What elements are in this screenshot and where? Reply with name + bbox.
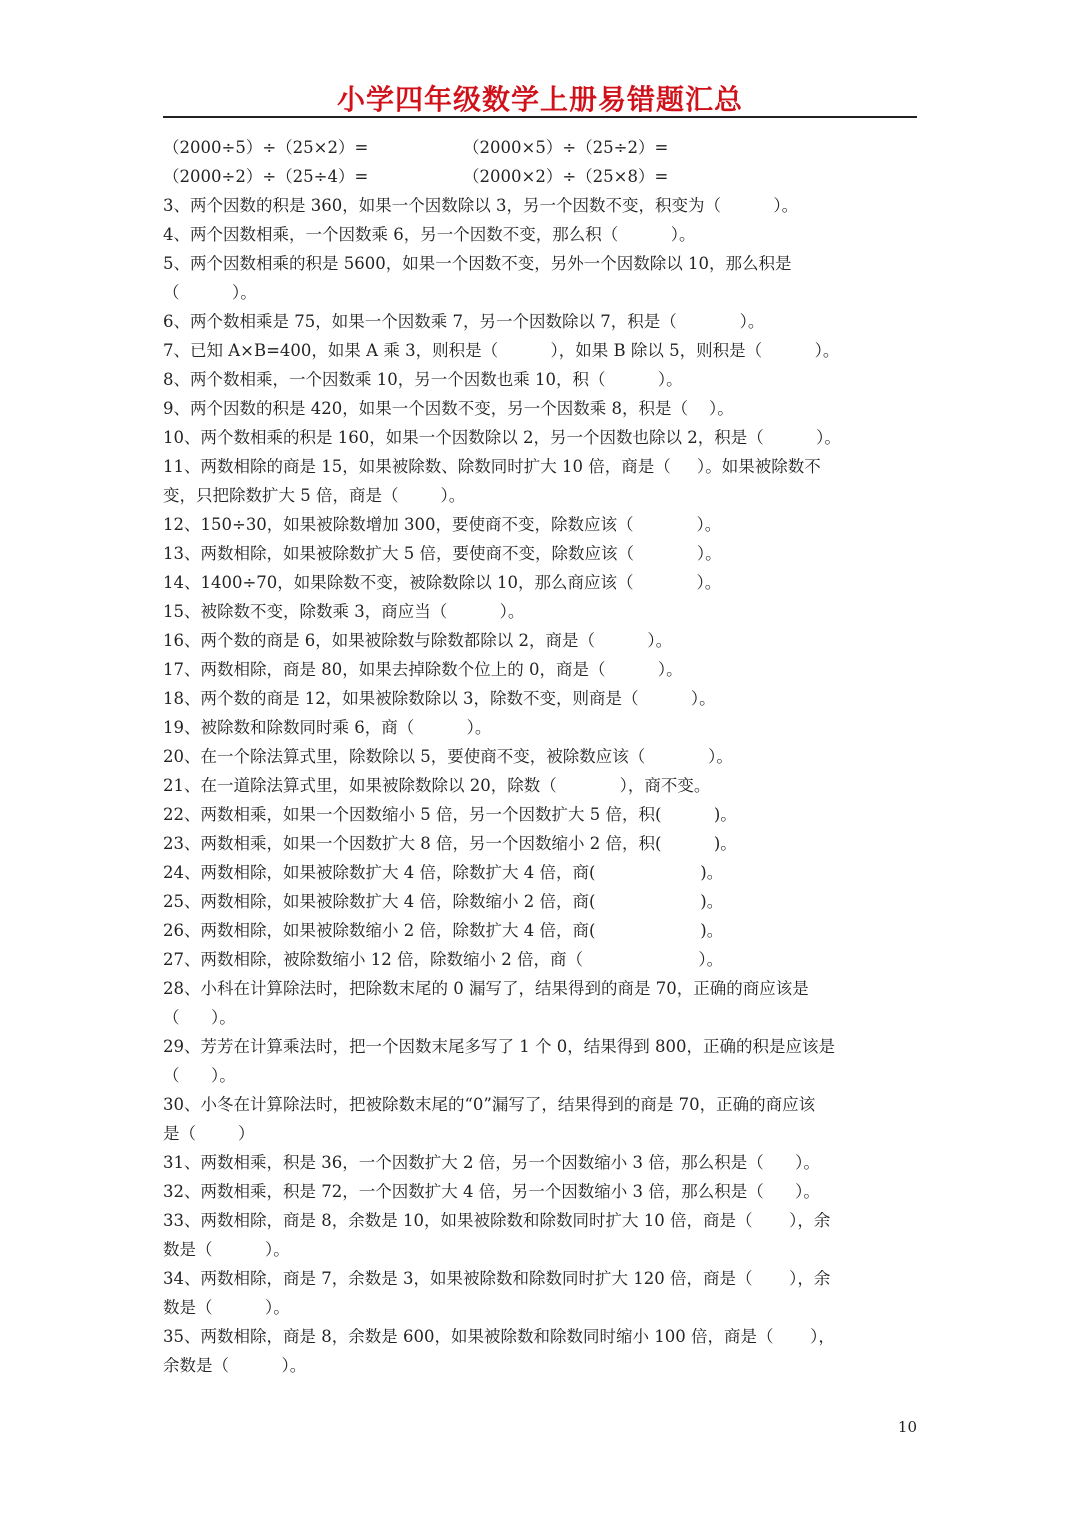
question-line: 24、两数相除，如果被除数扩大 4 倍，除数扩大 4 倍，商( )。 <box>163 863 724 882</box>
title-underline <box>163 116 917 118</box>
calc-expression: （2000×2）÷（25×8）= <box>463 167 669 186</box>
question-line: 34、两数相除，商是 7，余数是 3，如果被除数和除数同时扩大 120 倍，商是（ ），余 <box>163 1269 831 1288</box>
question-line: 3、两个因数的积是 360，如果一个因数除以 3，另一个因数不变，积变为（ ）。 <box>163 196 799 215</box>
question-line: 29、芳芳在计算乘法时，把一个因数末尾多写了 1 个 0，结果得到 800，正确的积是应该是 <box>163 1037 835 1056</box>
calc-row <box>163 133 923 162</box>
question-line: 26、两数相除，如果被除数缩小 2 倍，除数扩大 4 倍，商( )。 <box>163 921 724 940</box>
question-line: 数是（ ）。 <box>163 1298 290 1317</box>
worksheet-content <box>163 133 923 1380</box>
question-line: 7、已知 A×B=400，如果 A 乘 3，则积是（ ），如果 B 除以 5，则积是（ ）。 <box>163 341 840 360</box>
question-line: 30、小冬在计算除法时，把被除数末尾的“0”漏写了，结果得到的商是 70，正确的商应该 <box>163 1095 816 1114</box>
question-line: 6、两个数相乘是 75，如果一个因数乘 7，另一个因数除以 7，积是（ ）。 <box>163 312 765 331</box>
question-line: 22、两数相乘，如果一个因数缩小 5 倍，另一个因数扩大 5 倍，积( )。 <box>163 805 737 824</box>
question-line: 余数是（ ）。 <box>163 1356 307 1375</box>
question-line: 35、两数相除，商是 8，余数是 600，如果被除数和除数同时缩小 100 倍，商是（ ）， <box>163 1327 835 1346</box>
question-line: 11、两数相除的商是 15，如果被除数、除数同时扩大 10 倍，商是（ ）。如果被除数不 <box>163 457 821 476</box>
question-line: 16、两个数的商是 6，如果被除数与除数都除以 2，商是（ ）。 <box>163 631 673 650</box>
question-line: （ ）。 <box>163 1066 236 1085</box>
question-line: 27、两数相除，被除数缩小 12 倍，除数缩小 2 倍，商（ ）。 <box>163 950 724 969</box>
question-line: 31、两数相乘，积是 36，一个因数扩大 2 倍，另一个因数缩小 3 倍，那么积是（ ）。 <box>163 1153 820 1172</box>
question-line: 18、两个数的商是 12，如果被除数除以 3，除数不变，则商是（ ）。 <box>163 689 716 708</box>
question-line: 20、在一个除法算式里，除数除以 5，要使商不变，被除数应该（ ）。 <box>163 747 733 766</box>
question-line: 13、两数相除，如果被除数扩大 5 倍，要使商不变，除数应该（ ）。 <box>163 544 722 563</box>
question-line: 12、150÷30，如果被除数增加 300，要使商不变，除数应该（ ）。 <box>163 515 722 534</box>
question-line: （ ）。 <box>163 283 257 302</box>
calc-row <box>163 162 923 191</box>
question-line: 8、两个数相乘，一个因数乘 10，另一个因数也乘 10，积（ ）。 <box>163 370 683 389</box>
question-line: 是（ ） <box>163 1124 255 1143</box>
calc-expression: （2000÷2）÷（25÷4）= <box>163 167 369 186</box>
page-title: 小学四年级数学上册易错题汇总 <box>336 83 743 116</box>
question-line: 5、两个因数相乘的积是 5600，如果一个因数不变，另外一个因数除以 10，那么积是 <box>163 254 792 273</box>
question-line: 14、1400÷70，如果除数不变，被除数除以 10，那么商应该（ ）。 <box>163 573 722 592</box>
question-line: 28、小科在计算除法时，把除数末尾的 0 漏写了，结果得到的商是 70，正确的商应该是 <box>163 979 809 998</box>
page-number: 10 <box>897 1418 917 1436</box>
calc-expression: （2000÷5）÷（25×2）= <box>163 138 369 157</box>
calc-expression: （2000×5）÷（25÷2）= <box>463 138 669 157</box>
question-line: 32、两数相乘，积是 72，一个因数扩大 4 倍，另一个因数缩小 3 倍，那么积是（ ）。 <box>163 1182 820 1201</box>
question-line: 15、被除数不变，除数乘 3，商应当（ ）。 <box>163 602 525 621</box>
question-line: （ ）。 <box>163 1008 236 1027</box>
question-line: 变，只把除数扩大 5 倍，商是（ ）。 <box>163 486 466 505</box>
question-line: 数是（ ）。 <box>163 1240 290 1259</box>
question-line: 25、两数相除，如果被除数扩大 4 倍，除数缩小 2 倍，商( )。 <box>163 892 724 911</box>
question-line: 23、两数相乘，如果一个因数扩大 8 倍，另一个因数缩小 2 倍，积( )。 <box>163 834 737 853</box>
question-line: 10、两个数相乘的积是 160，如果一个因数除以 2，另一个因数也除以 2，积是（ ）。 <box>163 428 841 447</box>
question-line: 17、两数相除，商是 80，如果去掉除数个位上的 0，商是（ ）。 <box>163 660 683 679</box>
question-line: 21、在一道除法算式里，如果被除数除以 20，除数（ ），商不变。 <box>163 776 711 795</box>
question-line: 33、两数相除，商是 8，余数是 10，如果被除数和除数同时扩大 10 倍，商是（ ），余 <box>163 1211 831 1230</box>
question-line: 4、两个因数相乘，一个因数乘 6，另一个因数不变，那么积（ ）。 <box>163 225 696 244</box>
question-line: 9、两个因数的积是 420，如果一个因数不变，另一个因数乘 8，积是（ ）。 <box>163 399 734 418</box>
question-line: 19、被除数和除数同时乘 6，商（ ）。 <box>163 718 492 737</box>
